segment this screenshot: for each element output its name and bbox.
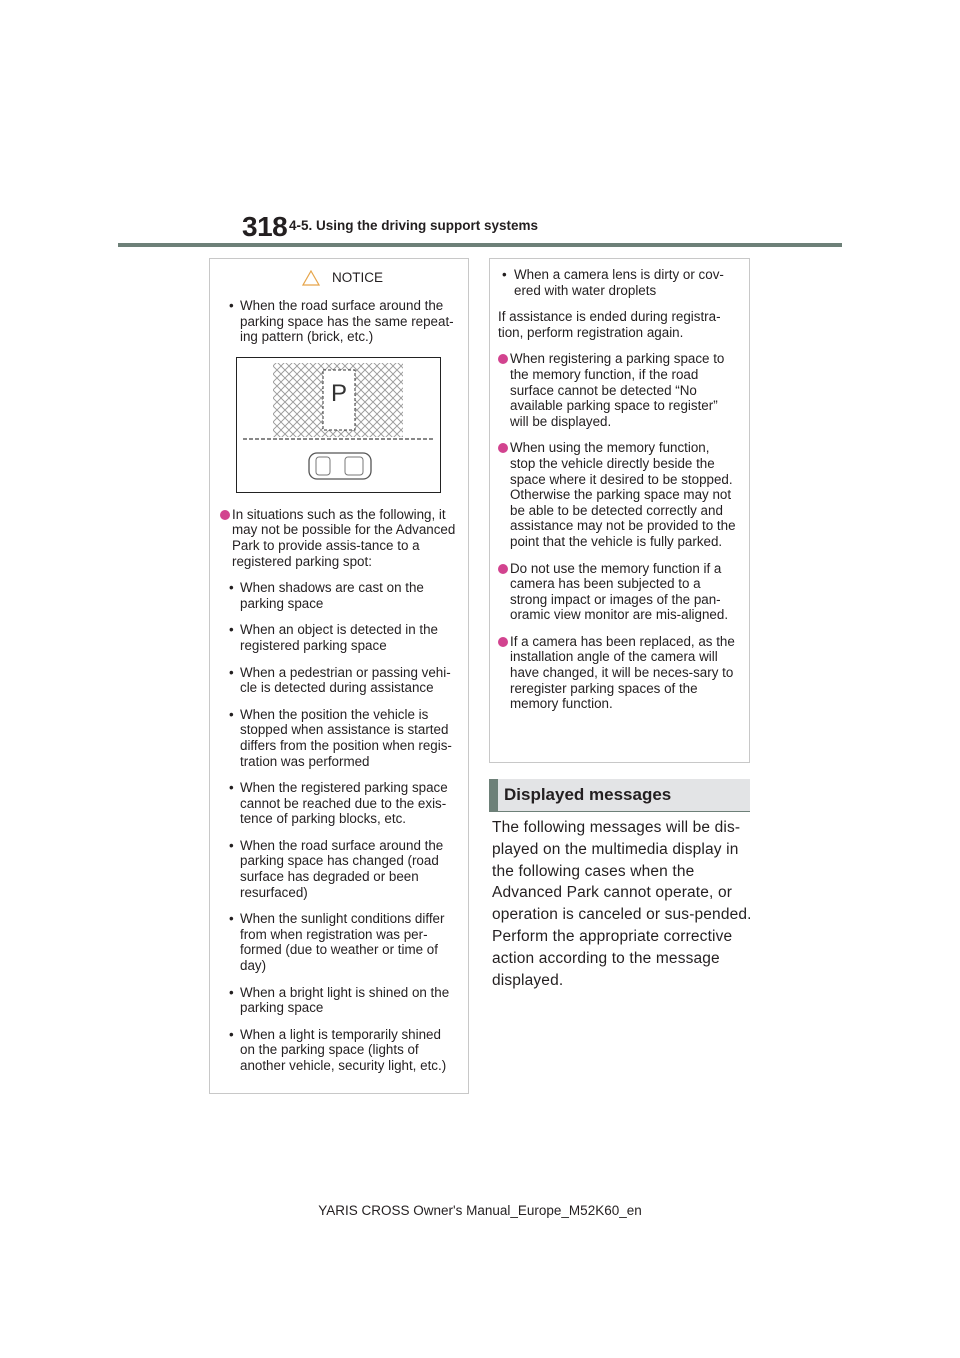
list-item: • When the registered parking space cannot be reached due to the exis-tence of parking blocks, etc. [229, 780, 456, 827]
notice-continued-box [489, 258, 750, 763]
list-item: • When shadows are cast on the parking space [229, 580, 456, 611]
list-item: • When a light is temporarily shined on the parking space (lights of another vehicle, security light, etc.) [229, 1027, 456, 1074]
parking-space-label: P [331, 379, 348, 407]
notice-bullet: If a camera has been replaced, as the installation angle of the camera will have changed, it will be neces-sary to reregister parking spaces of the memory function. [498, 634, 737, 712]
notice-intro-item: • When the road surface around the parking space has the same repeat-ing pattern (brick, etc.) [229, 298, 456, 345]
list-item: • When a pedestrian or passing vehi-cle is detected during assistance [229, 665, 456, 696]
notice-title: NOTICE [331, 270, 383, 286]
notice-heading [229, 264, 456, 292]
heading-label: Displayed messages [504, 785, 672, 804]
header-rule [118, 243, 842, 247]
notice-bullet: When using the memory function, stop the vehicle directly beside the space where it desired to be stopped. Otherwise the parking space may not be able to be detected correctly and assistance may not be provided to the point that the vehicle is fully parked. [498, 440, 737, 549]
notice-paragraph: If assistance is ended during registra-tion, perform registration again. [498, 309, 721, 340]
list-item: • When a bright light is shined on the parking space [229, 985, 456, 1016]
notice-box [209, 258, 469, 1094]
displayed-messages-heading [489, 779, 750, 812]
page-number: 318 [242, 211, 288, 242]
notice-bullet: In situations such as the following, it may not be possible for the Advanced Park to provide assis-tance to a registered parking spot: [220, 507, 456, 569]
list-item: • When the sunlight conditions differ from when registration was per-formed (due to weather or time of day) [229, 911, 456, 973]
notice-bullet: When registering a parking space to the memory function, if the road surface cannot be detected “No available parking space to register” will be displayed. [498, 351, 737, 429]
list-item: • When a camera lens is dirty or cov-ered with water droplets [498, 267, 737, 298]
list-item: • When the position the vehicle is stopped when assistance is started differs from the position when regis-tration was performed [229, 707, 456, 769]
notice-bullet: Do not use the memory function if a camera has been subjected to a strong impact or images of the pan-oramic view monitor are mis-aligned. [498, 561, 737, 623]
footer: YARIS CROSS Owner's Manual_Europe_M52K60_en [318, 1203, 642, 1218]
section-title: 4-5. Using the driving support systems [289, 218, 539, 233]
list-item: • When the road surface around the parking space has changed (road surface has degraded or been resurfaced) [229, 838, 456, 900]
warning-triangle-icon [302, 270, 320, 286]
list-item: • When an object is detected in the registered parking space [229, 622, 456, 653]
messages-body: The following messages will be dis-played on the multimedia display in the following cases when the Advanced Park cannot operate, or operation is canceled or sus-pended. Perform the appropriate corrective action according to the message displayed. [492, 819, 752, 989]
parking-illustration [236, 357, 441, 493]
